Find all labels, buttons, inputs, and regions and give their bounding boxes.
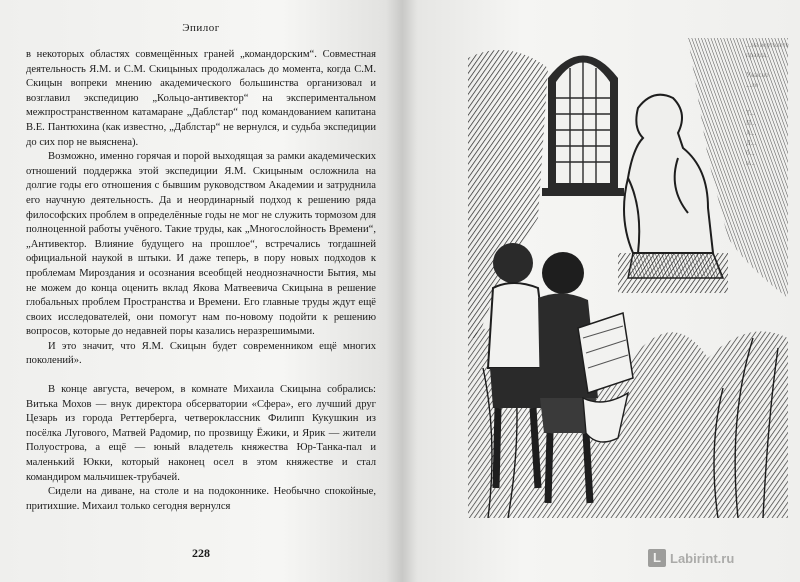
paragraph: в некоторых областях совмещённых граней „командорским“. Совместная деятельность Я.М. и С.М. Скицыных продолжалась до момента, когда С.М. Скицын вопреки мнению академического большинства организовал и возглавил экспедицию „Кольцо-антивектор“ на экспериментальном межпространственном катамаране „Даблстар“ под командованием капитана В.Е. Пантюхина (как известно, „Даблстар“ не вернулся, и судьба экспедиции до сих пор не выяснена). bbox=[26, 49, 376, 148]
page-number: 228 bbox=[192, 546, 210, 560]
paragraph: Сидели на диване, на столе и на подоконнике. Необычно спокойные, притихшие. Михаил только сегодня вернулся bbox=[26, 486, 376, 512]
watermark bbox=[648, 546, 796, 570]
labirint-logo-icon: L bbox=[648, 549, 666, 567]
paragraph: В конце августа, вечером, в комнате Михаила Скицына собрались: Витька Мохов — внук директора обсерватории «Сфера», его лучший друг Цезарь из города Реттерберга, четвероклассник Филипп Кукушкин из посёлка Лугового, Матвей Радомир, по прозвищу Ёжики, и Ярик — жители Полуострова, а ещё — юный владетель княжества Юр-Танка-пал и маленький Юкки, который наконец осел в этом княжестве и стал командиром мальчишек-трубачей. bbox=[26, 384, 376, 483]
book-illustration bbox=[468, 38, 788, 518]
paragraph: Возможно, именно горячая и порой выходящая за рамки академических отношений поддержка этой экспедиции Я.М. Скицыным осложнила на долгие годы его отношения с бывшим руководством Академии и затруднила его научную деятельность. Да и неординарный подход к решению ряда философских проблем в определённые годы не мог не служить тормозом для полноценной работы учёного. Такие труды, как „Многослойность Времени“, „Антивектор. Влияние будущего на прошлое“, встречались тогдашней официальной наукой в штыки. И даже теперь, в пору новых подходов к проблемам Мироздания и осознания всеобщей неоднозначности Бытия, мы не можем до конца оценить вклад Якова Матвеевича Скицына в решение глобальных проблем Пространства и Времени. Его главные труды ждут ещё своих исследователей, они помогут нам по-новому подойти к решению вопросов, которые до недавней поры казались неразрешимыми. bbox=[26, 151, 376, 338]
running-head: Эпилог bbox=[182, 22, 220, 34]
watermark-text: Labirint.ru bbox=[670, 550, 735, 566]
gothic-window bbox=[542, 56, 624, 197]
paragraph: И это значит, что Я.М. Скицын будет современником ещё многих поколений». bbox=[26, 340, 376, 367]
body-text bbox=[26, 48, 376, 514]
